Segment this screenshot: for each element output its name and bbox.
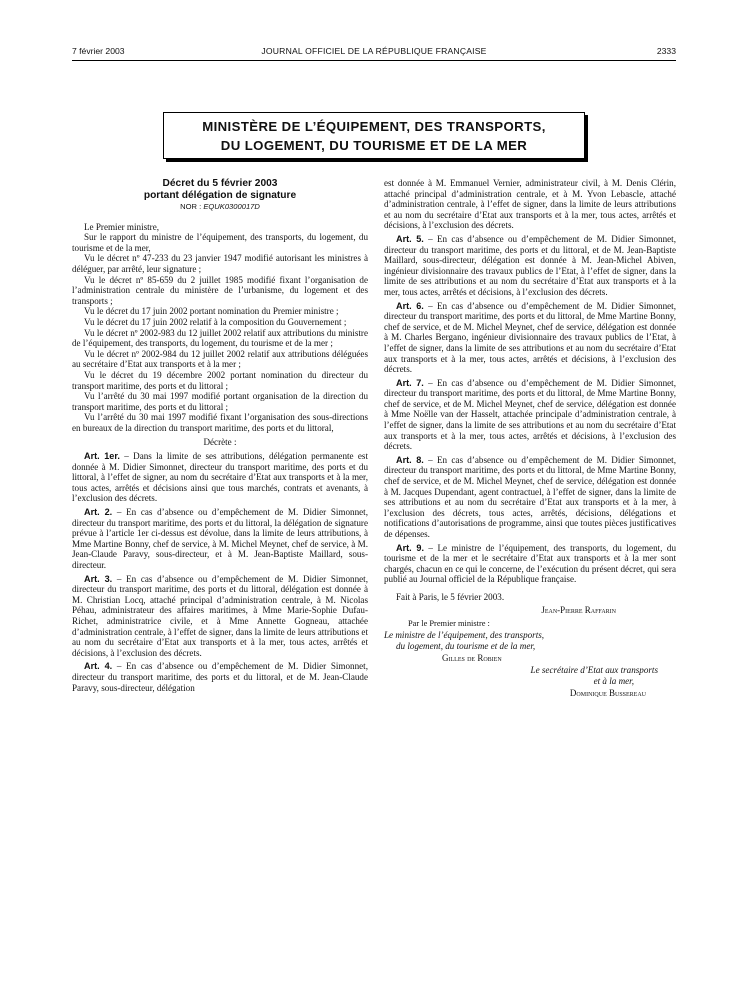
visa-paragraph: Vu le décret du 17 juin 2002 portant nomination du Premier ministre ; [84,306,339,317]
header-page-number: 2333 [656,46,676,56]
header-rule [72,60,676,61]
ministry-box [163,112,585,159]
article-text: – En cas d’absence ou d’empêchement de M. Didier Simonnet, directeur du transport maritime, des ports et du littoral, et de M. Jean-Claude Paravy, sous-directeur, délégation [72,661,368,693]
visa-paragraph: Vu l’arrêté du 30 mai 1997 modifié portant organisation de la direction du transport maritime, des ports et du littoral ; [72,391,368,412]
article-2 [72,507,368,571]
article-label: Art. 4. [84,661,113,672]
signature-block [384,591,676,700]
ministry-line-2: DU LOGEMENT, DU TOURISME ET DE LA MER [220,138,528,153]
decree-title: Décret du 5 février 2003 [162,178,278,189]
left-column [72,178,368,693]
article-label: Art. 9. [396,542,424,553]
article-label: Art. 7. [396,377,424,388]
article-5 [384,234,676,298]
secretary-title-line-1: Le secrétaire d’Etat aux transports [530,664,658,675]
article-text: – En cas d’absence ou d’empêchement de M. Didier Simonnet, directeur du transport maritime, des ports et du littoral, de Mme Martine Bonny, chef de service, et de M. Michel Meynet, chef de service, délégation est donnée à Mme Noëlle van der Hasselt, attachée principale d’administration centrale, à l’effet de signer, dans la limite de ses attributions et au nom du secrétaire d’Etat aux transports et à la mer, tous actes, arrêtés et décisions, à l’exclusion des décrets. [384,377,676,452]
article-text: – En cas d’absence ou d’empêchement de M. Didier Simonnet, directeur du transport maritime, des ports et du littoral, la délégation de signature prévue à l’article 1er ci-dessus est dévolue, dans la limite de leurs attributions, à Mme Martine Bonny, chef de service, à M. Michel Meynet, chef de service, à M. Jean-Claude Paravy, sous-directeur, et à M. Jean-Baptiste Maillard, sous-directeur. [72,507,368,570]
minister-title-line-2: du logement, du tourisme et de la mer, [396,640,536,651]
visa-paragraph: Vu le décret du 19 décembre 2002 portant nomination du directeur du transport maritime, des ports et du littoral ; [72,369,368,391]
decree-subtitle: portant délégation de signature [143,189,297,201]
article-1 [72,451,368,504]
visa-paragraph: Vu l’arrêté du 30 mai 1997 modifié fixant l’organisation des sous-directions en bureaux de la direction du transport maritime, des ports et du littoral, [72,412,368,433]
article-text: – Le ministre de l’équipement, des transports, du logement, du tourisme et de la mer et le secrétaire d’Etat aux transports et à la mer sont chargés, chacun en ce qui le concerne, de l’exécution du présent décret, qui sera publié au Journal officiel de la République française. [384,542,676,585]
article-label: Art. 2. [84,507,113,518]
header-date: 7 février 2003 [72,46,125,56]
article-text: – En cas d’absence ou d’empêchement de M. Didier Simonnet, directeur du transport maritime, des ports et du littoral, délégation est donnée à M. Christian Locq, attaché principal d’administration centrale, à M. Nicolas Péhau, administrateur des affaires maritimes, à Mme Marie-Sophie Dufau-Richet, administratrice civile, et à Mme Annette Gogneau, attachée d’administration centrale, à l’effet de signer, dans la limite de leurs attributions et au nom du secrétaire d’Etat aux transports et à la mer, tous actes, arrêtés et décisions, à l’exclusion des décrets. [72,573,368,658]
secretary-title-line-2: et à la mer, [593,675,634,686]
ministry-line-1: MINISTÈRE DE L’ÉQUIPEMENT, DES TRANSPORTS, [202,119,546,134]
visa-paragraph: Sur le rapport du ministre de l’équipement, des transports, du logement, du tourisme et de la mer, [72,232,368,253]
nor-reference [72,202,368,212]
nor-code: EQUK0300017D [203,201,260,211]
visa-paragraph: Vu le décret du 17 juin 2002 relatif à la composition du Gouvernement ; [84,316,347,327]
article-label: Art. 5. [396,233,424,244]
page-header [72,43,676,59]
secretary-name: Dominique Bussereau [569,687,646,698]
article-9 [384,543,676,585]
article-3 [72,574,368,659]
visa-paragraph: Vu le décret nº 2002-983 du 12 juillet 2002 relatif aux attributions du ministre de l’équipement, des transports, du logement, du tourisme et de la mer ; [72,327,368,349]
par-premier-ministre: Par le Premier ministre : [408,618,490,628]
article-label: Art. 6. [396,300,424,311]
minister-name: Gilles de Robien [442,652,502,663]
signature-date-line: Fait à Paris, le 5 février 2003. [396,591,505,602]
article-7 [384,378,676,452]
article-text: – Dans la limite de ses attributions, délégation permanente est donnée à M. Didier Simonnet, directeur du transport maritime, des ports et du littoral, à l’effet de signer, au nom du secrétaire d’Etat aux transports et à la mer, tous actes, arrêtés et décisions ainsi que tous marchés, contrats et avenants, à l’exclusion des décrets. [72,451,368,504]
right-column [384,178,676,700]
article-text: – En cas d’absence ou d’empêchement de M. Didier Simonnet, directeur du transport maritime, des ports et du littoral, et de M. Jean-Baptiste Maillard, sous-directeur, délégation est donnée à M. Jean-Michel Abiven, ingénieur divisionnaire des travaux publics de l’Etat, à l’effet de signer, dans la limite de ses attributions et au nom du secrétaire d’Etat aux transports et à la mer, tous actes, arrêtés et décisions, à l’exclusion des décrets. [384,233,676,297]
visa-paragraph: Vu le décret nº 85-659 du 2 juillet 1985 modifié fixant l’organisation de l’administration centrale du ministère de l’urbanisme, du logement et des transports ; [72,274,368,306]
article-text: – En cas d’absence ou d’empêchement de M. Didier Simonnet, directeur du transport maritime, des ports et du littoral, de Mme Martine Bonny, chef de service, et de M. Michel Meynet, chef de service, délégation est donnée à M. Jacques Dupendant, agent contractuel, à l’effet de signer, dans la limite de ses attributions et au nom du secrétaire d’Etat aux transports et à la mer, à l’exclusion des décrets, tous actes, arrêtés, décisions, délégations et notifications d’autorisations de programme, ainsi que toutes pièces justificatives de dépenses. [384,454,676,539]
article-label: Art. 3. [84,573,113,584]
article-label: Art. 8. [396,454,424,465]
visa-paragraph: Vu le décret nº 2002-984 du 12 juillet 2002 relatif aux attributions déléguées au secrétaire d’Etat aux transports et à la mer ; [72,348,368,370]
article-label: Art. 1er. [84,451,120,462]
article-4-continuation: est donnée à M. Emmanuel Vernier, administrateur civil, à M. Denis Clérin, attaché principal d’administration centrale, et à M. Yvon Lebascle, attaché d’administration centrale, à l’effet de signer, dans la limite de leurs attributions et au nom du secrétaire d’Etat aux transports et à la mer, tous actes, arrêtés et décisions, à l’exclusion des décrets. [384,178,676,231]
minister-title-line-1: Le ministre de l’équipement, des transports, [384,629,545,640]
decrete-heading: Décrète : [203,437,237,448]
article-text: – En cas d’absence ou d’empêchement de M. Didier Simonnet, directeur du transport maritime, des ports et du littoral, de Mme Martine Bonny, chef de service, et de M. Michel Meynet, chef de service, délégation est donnée à M. Charles Bergano, ingénieur divisionnaire des travaux publics de l’Etat, à l’effet de signer, dans la limite de ses attributions et au nom du secrétaire d’Etat aux transports et à la mer, tous actes, arrêtés et décisions, à l’exclusion des décrets. [384,300,676,375]
article-6 [384,301,676,375]
visa-paragraph: Vu le décret nº 47-233 du 23 janvier 1947 modifié autorisant les ministres à déléguer, par arrêté, leur signature ; [72,253,368,274]
header-journal-title: JOURNAL OFFICIEL DE LA RÉPUBLIQUE FRANÇAISE [261,46,487,56]
article-4 [72,661,368,693]
prime-minister-name: Jean-Pierre Raffarin [541,604,616,615]
article-8 [384,455,676,540]
visa-paragraph: Le Premier ministre, [84,221,160,232]
nor-label: NOR : [180,201,204,211]
